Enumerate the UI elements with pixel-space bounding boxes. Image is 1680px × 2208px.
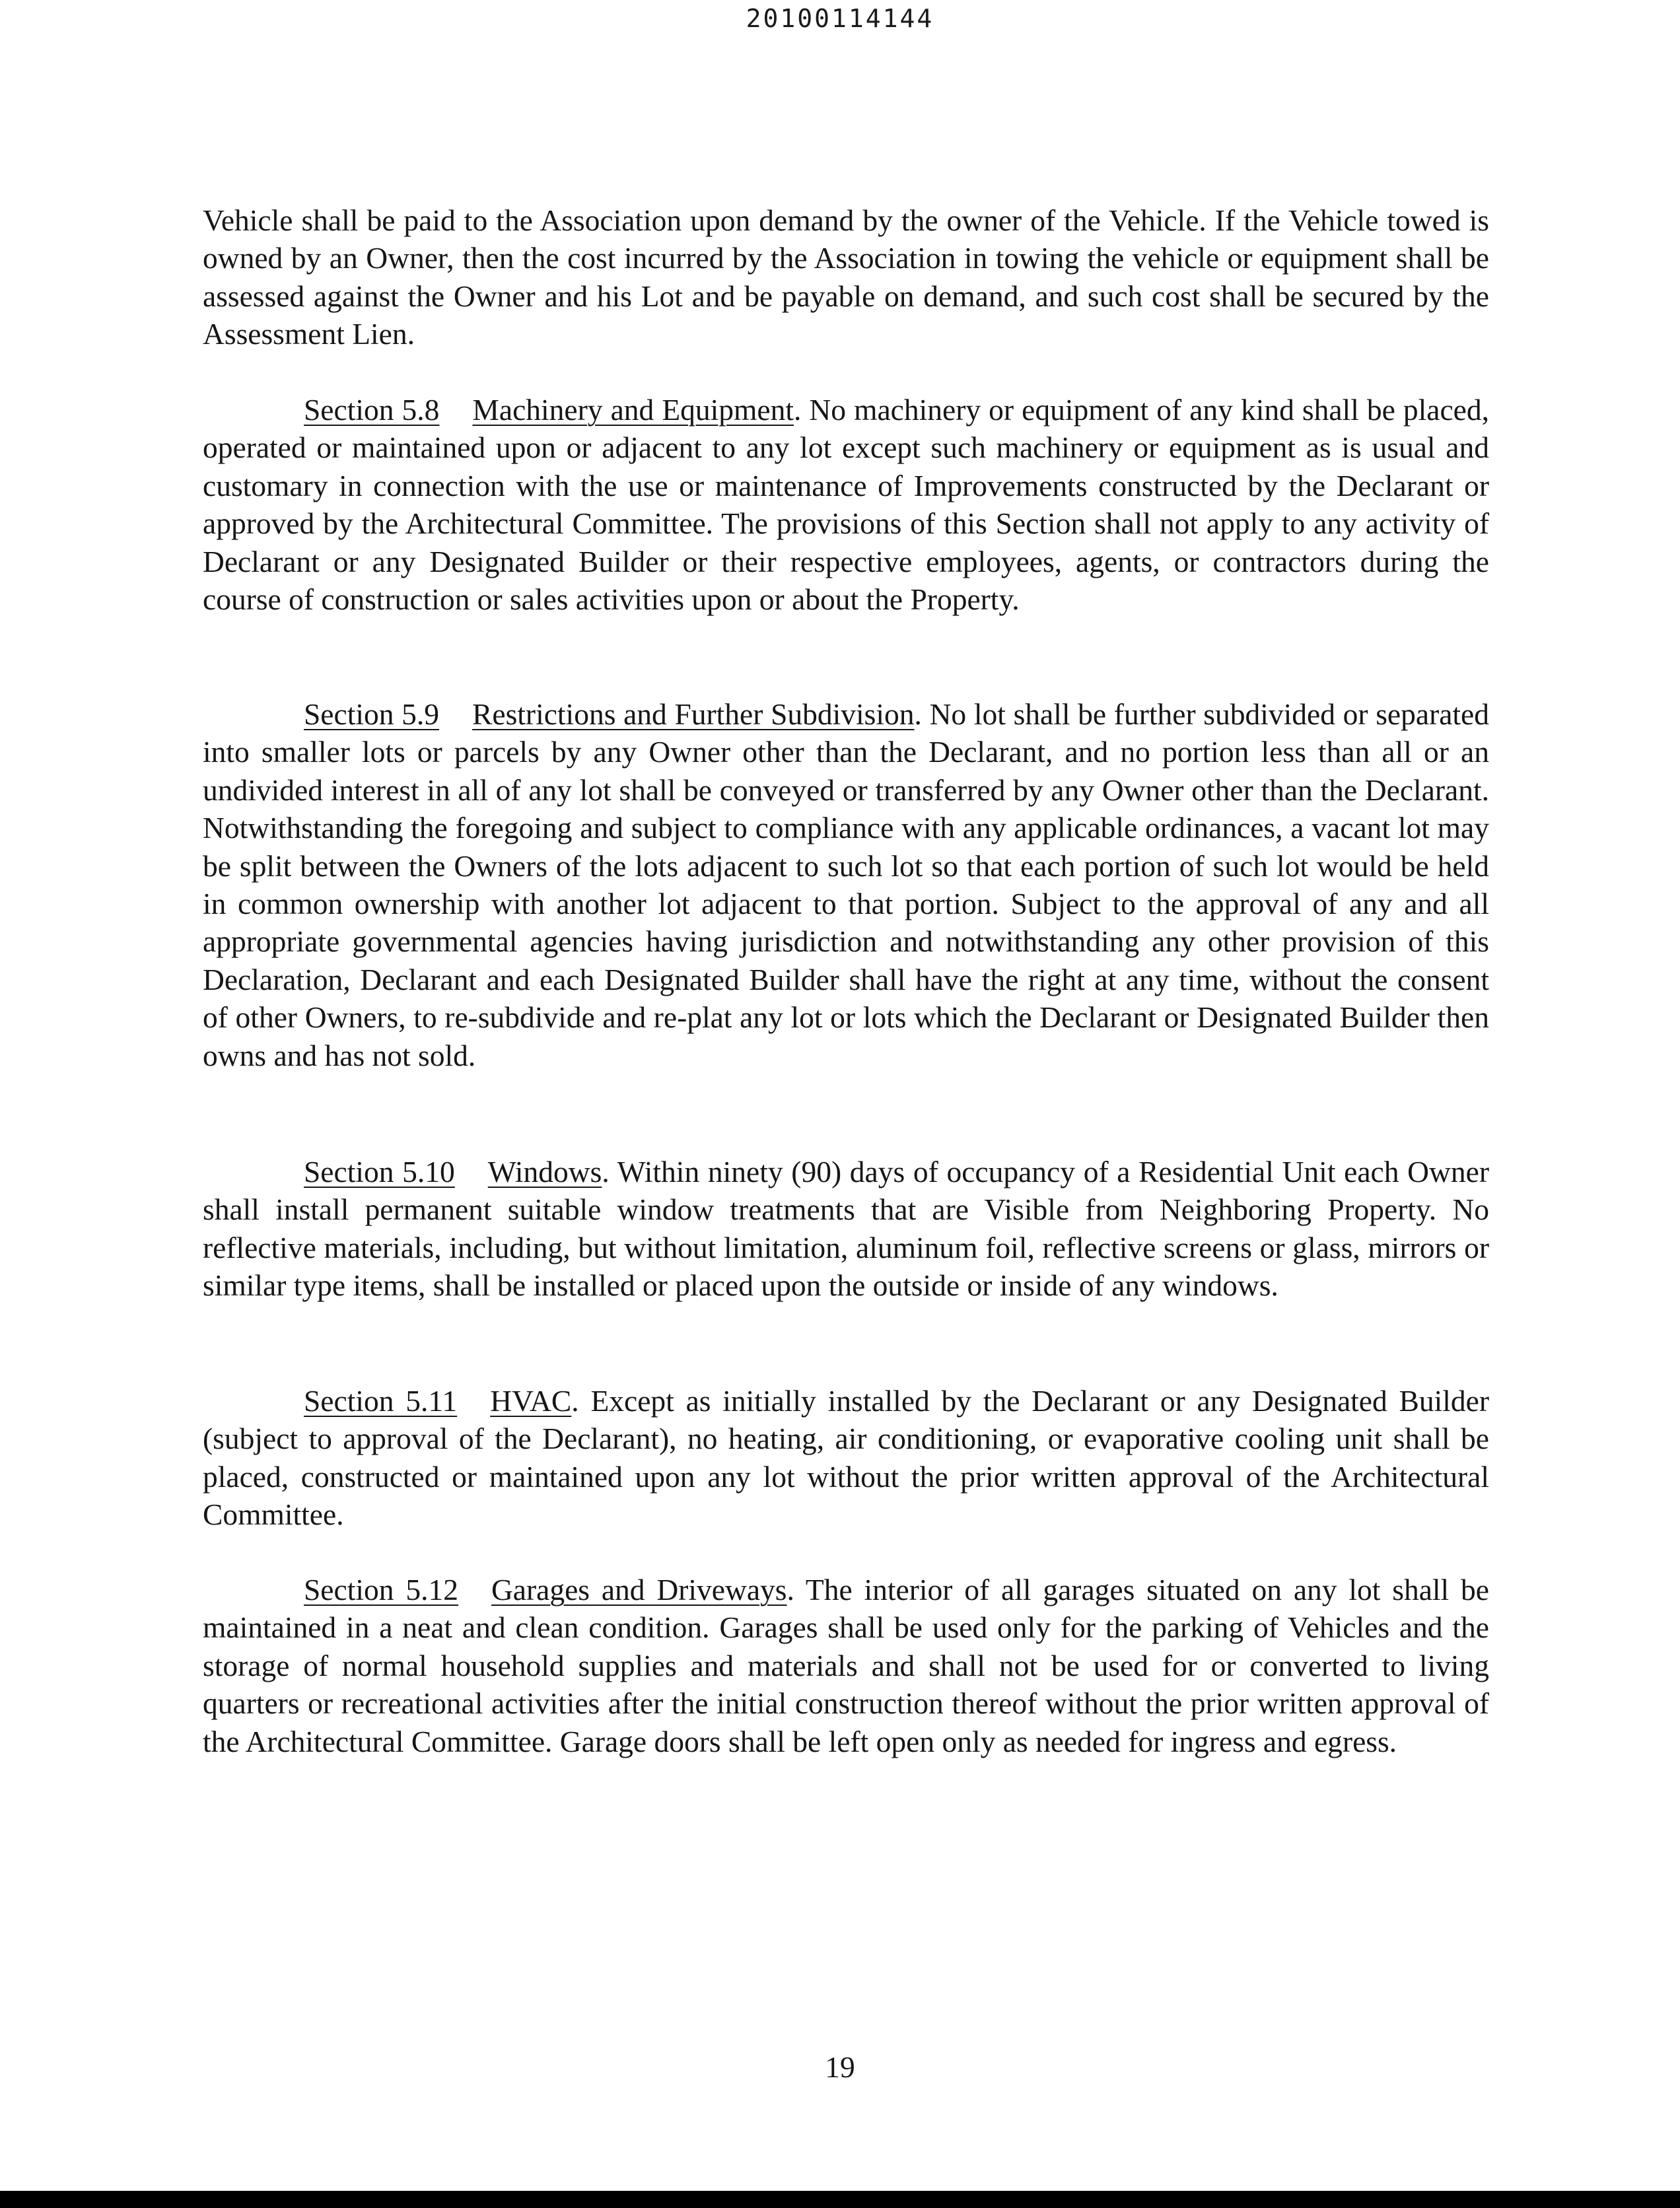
section-5-10-number: Section 5.10 <box>304 1155 455 1189</box>
section-5-8-number: Section 5.8 <box>304 393 440 427</box>
section-5-12-text: The interior of all garages situated on any lot shall be maintained in a neat and clean condition. Garages shall be used only for the parking of Vehicles and the storage of normal household supplies and materials and shall not be used for or converted to living quarters or recreational activities after the initial construction thereof without the prior written approval of the Architectural Committee. Garage doors shall be left open only as needed for ingress and egress. <box>203 1573 1489 1758</box>
section-5-12 <box>203 1571 1489 1760</box>
paragraph-intro <box>203 201 1489 353</box>
page-number: 19 <box>825 2050 855 2084</box>
section-5-9-text: No lot shall be further subdivided or separated into smaller lots or parcels by any Owner other than the Declarant, and no portion less than all or an undivided interest in all of any lot shall be conveyed or transferred by any Owner other than the Declarant. Notwithstanding the foregoing and subject to compliance with any applicable ordinances, a vacant lot may be split between the Owners of the lots adjacent to such lot so that each portion of such lot would be held in common ownership with another lot adjacent to that portion. Subject to the approval of any and all appropriate governmental agencies having jurisdiction and notwithstanding any other provision of this Declaration, Declarant and each Designated Builder shall have the right at any time, without the consent of other Owners, to re-subdivide and re-plat any lot or lots which the Declarant or Designated Builder then owns and has not sold. <box>203 697 1489 1072</box>
section-5-10-paragraph: Section 5.10 Windows. Within ninety (90) days of occupancy of a Residential Unit each Owner shall install permanent suitable window treatments that are Visible from Neighboring Property. No reflective materials, including, but without limitation, aluminum foil, reflective screens or glass, mirrors or similar type items, shall be installed or placed upon the outside or inside of any windows. <box>203 1155 1489 1303</box>
section-5-10-text: Within ninety (90) days of occupancy of a Residential Unit each Owner shall install permanent suitable window treatments that are Visible from Neighboring Property. No reflective materials, including, but without limitation, aluminum foil, reflective screens or glass, mirrors or similar type items, shall be installed or placed upon the outside or inside of any windows. <box>203 1155 1489 1303</box>
section-5-11-number: Section 5.11 <box>304 1384 458 1418</box>
section-5-10-title: Windows <box>487 1155 602 1189</box>
section-5-12-number: Section 5.12 <box>304 1573 458 1606</box>
section-5-11 <box>203 1382 1489 1534</box>
section-5-11-paragraph: Section 5.11 HVAC. Except as initially installed by the Declarant or any Designated Builder (subject to approval of the Declarant), no heating, air conditioning, or evaporative cooling unit shall be placed, constructed or maintained upon any lot without the prior written approval of the Architectural Committee. <box>203 1384 1489 1532</box>
section-5-9-number: Section 5.9 <box>304 697 440 731</box>
section-5-12-title: Garages and Driveways <box>491 1573 787 1606</box>
section-5-8-text: No machinery or equipment of any kind shall be placed, operated or maintained upon or adjacent to any lot except such machinery or equipment as is usual and customary in connection with the use or maintenance of Improvements constructed by the Declarant or approved by the Architectural Committee. The provisions of this Section shall not apply to any activity of Declarant or any Designated Builder or their respective employees, agents, or contractors during the course of construction or sales activities upon or about the Property. <box>203 393 1489 617</box>
section-5-9-title: Restrictions and Further Subdivision <box>472 697 915 731</box>
section-5-8 <box>203 391 1489 618</box>
section-5-9 <box>203 695 1489 1074</box>
document-number: 20100114144 <box>746 4 934 33</box>
section-5-9-paragraph: Section 5.9 Restrictions and Further Subdivision. No lot shall be further subdivided or separated into smaller lots or parcels by any Owner other than the Declarant, and no portion less than all or an undivided interest in all of any lot shall be conveyed or transferred by any Owner other than the Declarant. Notwithstanding the foregoing and subject to compliance with any applicable ordinances, a vacant lot may be split between the Owners of the lots adjacent to such lot so that each portion of such lot would be held in common ownership with another lot adjacent to that portion. Subject to the approval of any and all appropriate governmental agencies having jurisdiction and notwithstanding any other provision of this Declaration, Declarant and each Designated Builder shall have the right at any time, without the consent of other Owners, to re-subdivide and re-plat any lot or lots which the Declarant or Designated Builder then owns and has not sold. <box>203 697 1489 1072</box>
paragraph-intro-text: Vehicle shall be paid to the Association upon demand by the owner of the Vehicle. If the Vehicle towed is owned by an Owner, then the cost incurred by the Association in towing the vehicle or equipment shall be assessed against the Owner and his Lot and be payable on demand, and such cost shall be secured by the Assessment Lien. <box>203 203 1489 351</box>
section-5-11-title: HVAC <box>490 1384 572 1418</box>
section-5-12-paragraph: Section 5.12 Garages and Driveways. The interior of all garages situated on any lot shall be maintained in a neat and clean condition. Garages shall be used only for the parking of Vehicles and the storage of normal household supplies and materials and shall not be used for or converted to living quarters or recreational activities after the initial construction thereof without the prior written approval of the Architectural Committee. Garage doors shall be left open only as needed for ingress and egress. <box>203 1573 1489 1758</box>
section-5-8-title: Machinery and Equipment <box>472 393 794 427</box>
section-5-10 <box>203 1153 1489 1305</box>
section-5-11-text: Except as initially installed by the Declarant or any Designated Builder (subject to approval of the Declarant), no heating, air conditioning, or evaporative cooling unit shall be placed, constructed or maintained upon any lot without the prior written approval of the Architectural Committee. <box>203 1384 1489 1532</box>
scan-edge-bar <box>0 2191 1680 2208</box>
section-5-8-paragraph: Section 5.8 Machinery and Equipment. No machinery or equipment of any kind shall be placed, operated or maintained upon or adjacent to any lot except such machinery or equipment as is usual and customary in connection with the use or maintenance of Improvements constructed by the Declarant or approved by the Architectural Committee. The provisions of this Section shall not apply to any activity of Declarant or any Designated Builder or their respective employees, agents, or contractors during the course of construction or sales activities upon or about the Property. <box>203 393 1489 617</box>
